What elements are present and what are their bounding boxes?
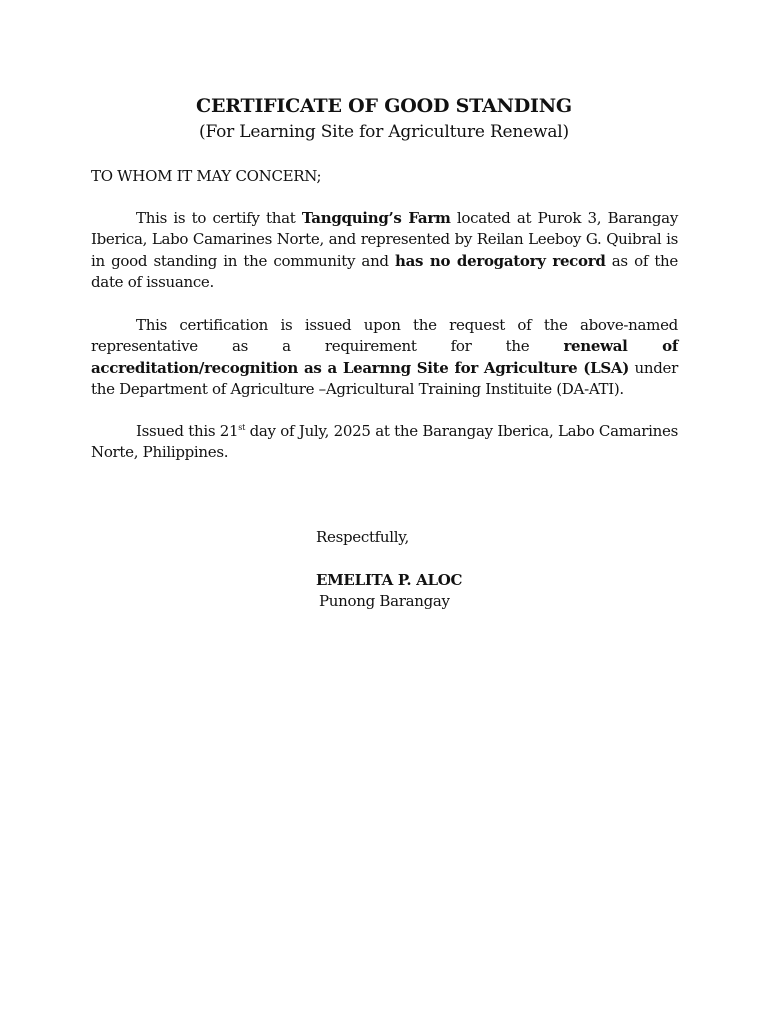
ordinal-suffix: st [238,423,246,432]
paragraph-text: under the Department of Agriculture –Agricultural Training Instituite (DA-ATI). [91,358,678,398]
salutation: TO WHOM IT MAY CONCERN; [91,167,322,185]
farm-name: Tangquing’s Farm [301,209,451,227]
certificate-title: CERTIFICATE OF GOOD STANDING [196,95,572,117]
paragraph-text: located at Purok 3, Barangay Iberica, Labo Camarines Norte, and represented by Reilan Leeboy G. Quibral is in good standing in the community and [91,209,678,270]
no-derogatory-record: has no derogatory record [395,251,606,270]
paragraph-certification [91,208,678,293]
certificate-subtitle: (For Learning Site for Agriculture Renewal) [199,122,569,142]
paragraph-text: day of July, 2025 at the Barangay Iberica, Labo Camarines Norte, Philippines. [91,422,678,462]
signer-position: Punong Barangay [319,592,450,610]
signer-name: EMELITA P. ALOC [316,571,463,589]
closing: Respectfully, [316,528,409,546]
paragraph-text: This is to certify that [136,209,302,227]
paragraph-purpose [91,315,678,400]
renewal-purpose: renewal of accreditation/recognition as a Learnng Site for Agriculture (LSA) [91,337,678,377]
paragraph-text: Issued this 21 [136,422,239,440]
paragraph-text: as of the date of issuance. [91,251,678,291]
paragraph-text: This certification is issued upon the request of the above-named representative as a requirement for the [91,316,678,356]
paragraph-issuance [91,421,678,464]
